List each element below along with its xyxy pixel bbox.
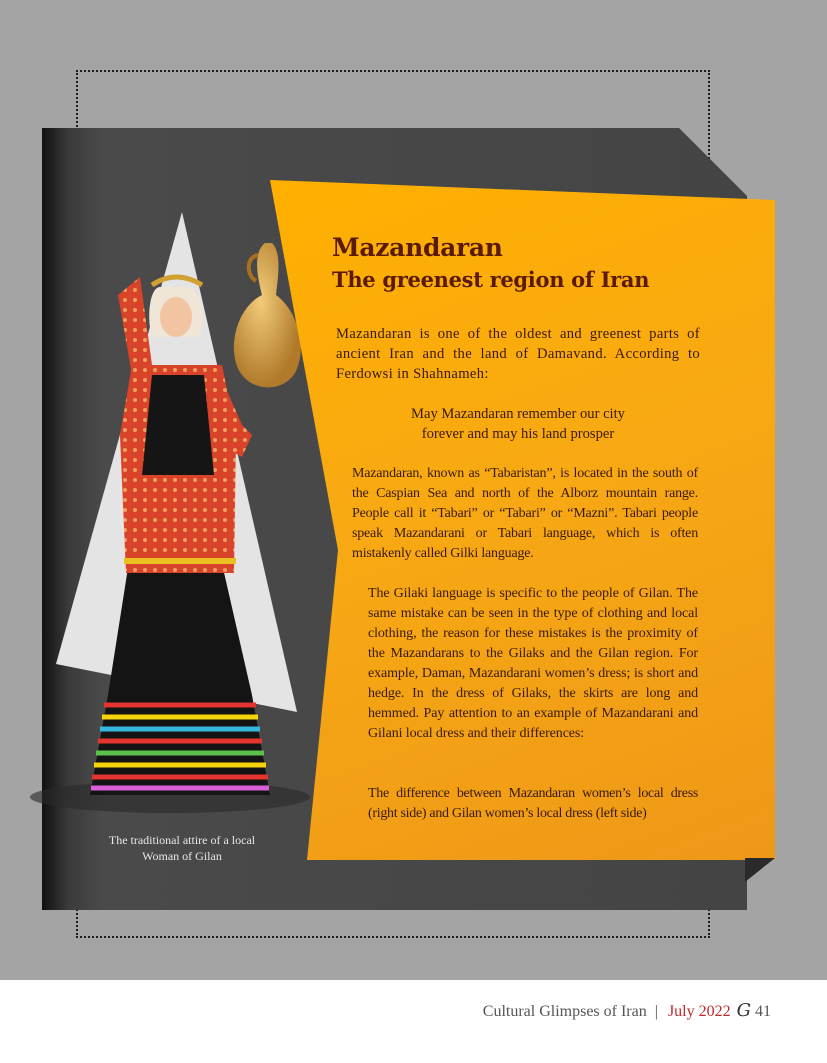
magazine-logo-icon: G <box>736 1000 751 1021</box>
footer-separator: | <box>654 1003 658 1020</box>
paragraph-tabaristan: Mazandaran, known as “Tabaristan”, is located in the south of the Caspian Sea and north of the Alborz mountain range. People call it “Tabari” or “Tabari” or “Mazni”. Tabari people speak Mazandarani or Tabari language, which is often mistakenly called Gilki language. <box>352 466 698 561</box>
article-heading <box>332 232 702 294</box>
article-title: Mazandaran <box>332 233 503 262</box>
page-number: 41 <box>755 1003 771 1020</box>
paragraph-gilaki: The Gilaki language is specific to the people of Gilan. The same mistake can be seen in the type of clothing and local clothing, the reason for these mistakes is the proximity of the Mazandarans to the Gilaks and the Gilan region. For example, Daman, Mazandarani women’s dress; is short and hedge. In the dress of Gilaks, the skirts are long and hemmed. Pay attention to an example of Mazandarani and Gilani local dress and their differences: <box>368 586 698 741</box>
caption-line-2: Woman of Gilan <box>142 849 222 863</box>
article-subtitle: The greenest region of Iran <box>332 267 650 292</box>
poem-line-2: forever and may his land prosper <box>421 426 615 442</box>
caption-line-1: The traditional attire of a local <box>108 833 256 847</box>
footer-date: July 2022 <box>667 1003 731 1020</box>
poem-quote <box>336 404 700 444</box>
page-footer <box>483 1000 771 1021</box>
paragraph-intro: Mazandaran is one of the oldest and greenest parts of ancient Iran and the land of Damavand. According to Ferdowsi in Shahnameh: <box>336 326 700 382</box>
paragraph-difference: The difference between Mazandaran women’s local dress (right side) and Gilan women’s local dress (left side) <box>368 786 698 821</box>
woman-in-traditional-dress-photo <box>20 225 340 825</box>
footer-publication: Cultural Glimpses of Iran <box>482 1003 647 1020</box>
poem-line-1: May Mazandaran remember our city <box>411 406 625 422</box>
figure-caption <box>96 832 268 864</box>
